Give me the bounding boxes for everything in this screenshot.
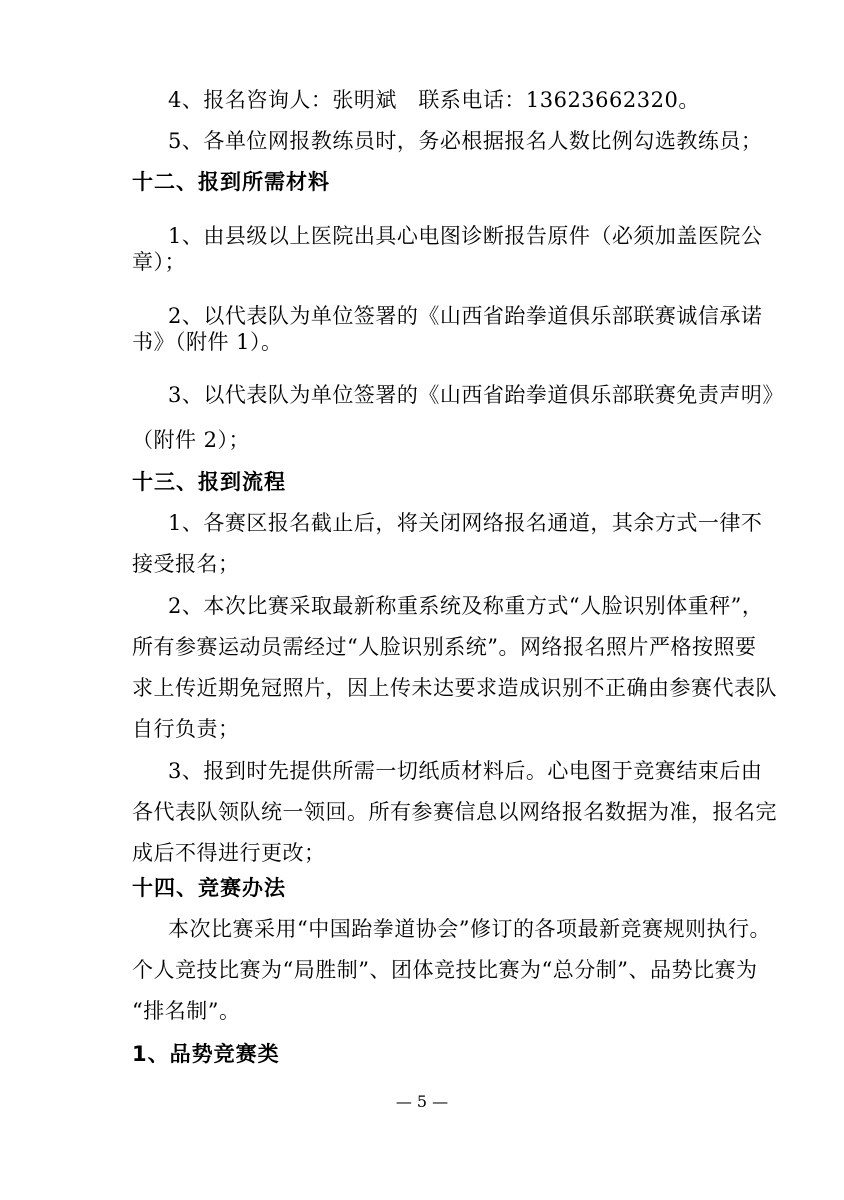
text-line: （附件 2）； [132,428,251,452]
text-line: 1、各赛区报名截止后，将关闭网络报名通道，其余方式一律不 [168,511,763,535]
text-line: 2、以代表队为单位签署的《山西省跆拳道俱乐部联赛诚信承诺 [168,304,763,328]
text-line: “排名制”。 [132,999,241,1023]
text-line: 章）； [132,250,186,274]
text-line: 求上传近期免冠照片，因上传未达要求造成识别不正确由参赛代表队 [132,676,777,700]
text-line: 本次比赛采用“中国跆拳道协会”修订的各项最新竞赛规则执行。 [168,917,771,941]
text-line: 3、以代表队为单位签署的《山西省跆拳道俱乐部联赛免责声明》 [168,383,784,407]
text-line: 书》（附件 1）。 [132,330,283,354]
text-line: 个人竞技比赛为“局胜制”、团体竞技比赛为“总分制”、品势比赛为 [132,958,758,982]
page-number: — 5 — [395,1092,449,1111]
text-line-contact: 4、报名咨询人：张明斌 联系电话：13623662320。 [168,88,700,112]
text-line: 3、报到时先提供所需一切纸质材料后。心电图于竞赛结束后由 [168,759,763,783]
text-line: 自行负责； [132,717,240,741]
text-line: 成后不得进行更改； [132,841,326,865]
text-line-coach-note: 5、各单位网报教练员时，务必根据报名人数比例勾选教练员； [168,129,763,153]
text-line: 接受报名； [132,552,240,576]
section-heading-12: 十二、报到所需材料 [132,170,330,194]
section-heading-14: 十四、竞赛办法 [132,876,286,900]
text-line: 所有参赛运动员需经过“人脸识别系统”。网络报名照片严格按照要 [132,635,757,659]
text-line: 1、由县级以上医院出具心电图诊断报告原件（必须加盖医院公 [168,224,763,248]
text-line: 各代表队领队统一领回。所有参赛信息以网络报名数据为准，报名完 [132,800,777,824]
subsection-heading-poomsae: 1、品势竞赛类 [132,1042,280,1066]
section-heading-13: 十三、报到流程 [132,470,286,494]
text-line: 2、本次比赛采取最新称重系统及称重方式“人脸识别体重秤”， [168,594,764,618]
